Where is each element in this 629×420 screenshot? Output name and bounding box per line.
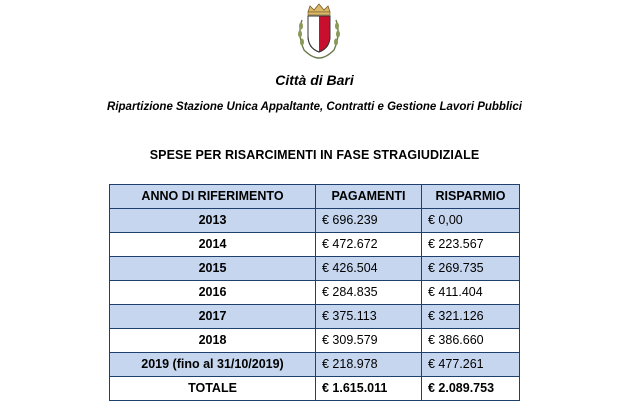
- row-payments: € 309.579: [316, 329, 422, 353]
- row-year: 2014: [110, 233, 316, 257]
- expenses-table: [109, 184, 520, 401]
- table-row: [110, 233, 520, 257]
- table-header-row: [110, 185, 520, 209]
- total-savings: € 2.089.753: [422, 377, 520, 401]
- row-year: 2017: [110, 305, 316, 329]
- row-year: 2013: [110, 209, 316, 233]
- table-row: [110, 353, 520, 377]
- bari-coat-of-arms-icon: [294, 2, 344, 60]
- row-savings: € 386.660: [422, 329, 520, 353]
- column-header-year: ANNO DI RIFERIMENTO: [110, 185, 316, 209]
- row-payments: € 472.672: [316, 233, 422, 257]
- row-year: 2019 (fino al 31/10/2019): [110, 353, 316, 377]
- row-year: 2018: [110, 329, 316, 353]
- row-payments: € 218.978: [316, 353, 422, 377]
- row-year: 2015: [110, 257, 316, 281]
- table-row: [110, 209, 520, 233]
- row-savings: € 0,00: [422, 209, 520, 233]
- row-payments: € 426.504: [316, 257, 422, 281]
- total-payments: € 1.615.011: [316, 377, 422, 401]
- table-row: [110, 305, 520, 329]
- column-header-savings: RISPARMIO: [422, 185, 520, 209]
- department-name: Ripartizione Stazione Unica Appaltante, Contratti e Gestione Lavori Pubblici: [107, 101, 522, 113]
- row-savings: € 477.261: [422, 353, 520, 377]
- table-row: [110, 281, 520, 305]
- row-payments: € 284.835: [316, 281, 422, 305]
- city-name: Città di Bari: [275, 72, 354, 88]
- table-row: [110, 257, 520, 281]
- row-savings: € 321.126: [422, 305, 520, 329]
- row-year: 2016: [110, 281, 316, 305]
- total-label: TOTALE: [110, 377, 316, 401]
- row-payments: € 375.113: [316, 305, 422, 329]
- table-row: [110, 329, 520, 353]
- row-savings: € 223.567: [422, 233, 520, 257]
- table-total-row: [110, 377, 520, 401]
- row-payments: € 696.239: [316, 209, 422, 233]
- column-header-payments: PAGAMENTI: [316, 185, 422, 209]
- row-savings: € 411.404: [422, 281, 520, 305]
- document-heading: SPESE PER RISARCIMENTI IN FASE STRAGIUDIZIALE: [149, 148, 480, 162]
- row-savings: € 269.735: [422, 257, 520, 281]
